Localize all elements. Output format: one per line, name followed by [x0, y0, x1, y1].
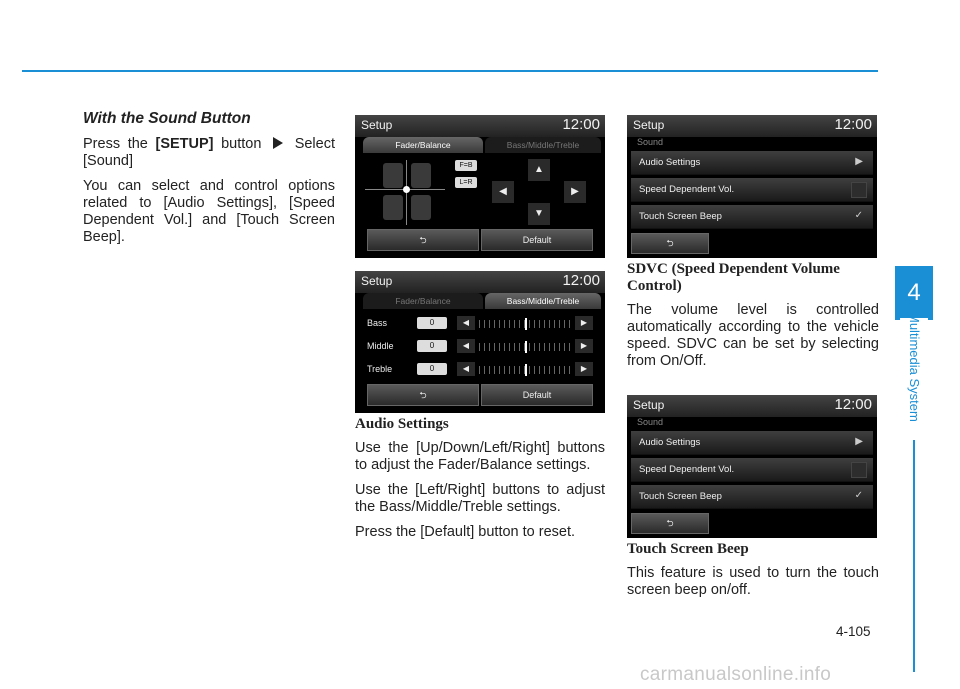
- audio-paragraph-3: Press the [Default] button to reset.: [355, 524, 576, 540]
- intro-section: [83, 110, 335, 254]
- sdvc-section: [627, 261, 879, 378]
- tab-bar: [363, 293, 601, 309]
- eq-row-value: 0: [417, 363, 447, 375]
- tab-fader-balance[interactable]: Fader/Balance: [363, 137, 483, 153]
- tab-bass-middle-treble[interactable]: Bass/Middle/Treble: [485, 137, 601, 153]
- sdvc-paragraph: The volume level is controlled automatically according to the vehicle speed. SDVC can be set by selecting from On/Off.: [627, 302, 879, 369]
- screen-clock: 12:00: [562, 272, 600, 289]
- tab-bar: [363, 137, 601, 153]
- eq-row-value: 0: [417, 317, 447, 329]
- check-icon[interactable]: ✓: [854, 210, 863, 221]
- top-rule: [22, 70, 878, 72]
- chevron-right-icon: ▶: [855, 436, 863, 447]
- left-button[interactable]: ◀: [492, 181, 514, 203]
- default-button[interactable]: Default: [481, 384, 593, 406]
- up-button[interactable]: ▲: [528, 159, 550, 181]
- menu-item-audio-settings[interactable]: Audio Settings ▶: [631, 151, 873, 175]
- check-icon[interactable]: ✓: [854, 490, 863, 501]
- back-button[interactable]: ⮌: [367, 229, 479, 251]
- section-heading: With the Sound Button: [83, 110, 251, 127]
- default-button[interactable]: Default: [481, 229, 593, 251]
- screen-fader-balance: [355, 115, 605, 258]
- screen-title: Setup: [633, 118, 665, 132]
- menu-item-audio-settings[interactable]: Audio Settings ▶: [631, 431, 873, 455]
- eq-row-label: Middle: [367, 341, 394, 351]
- chevron-right-icon: ▶: [855, 156, 863, 167]
- decrease-button[interactable]: ◀: [457, 316, 475, 330]
- seat-icon: [383, 163, 403, 188]
- right-button[interactable]: ▶: [564, 181, 586, 203]
- balance-value: L=R: [455, 177, 477, 188]
- chapter-label: Multimedia System: [907, 312, 922, 422]
- menu-item-touch-screen-beep[interactable]: Touch Screen Beep ✓: [631, 485, 873, 509]
- screen-header: [627, 395, 877, 417]
- screen-header: [355, 115, 605, 137]
- increase-button[interactable]: ▶: [575, 362, 593, 376]
- menu-item-speed-dependent-vol[interactable]: Speed Dependent Vol.: [631, 458, 873, 482]
- checkbox-icon[interactable]: [851, 462, 867, 478]
- screen-header: [355, 271, 605, 293]
- sdvc-heading: SDVC (Speed Dependent Volume Control): [627, 261, 840, 294]
- play-arrow-icon: [273, 137, 283, 149]
- screen-title: Setup: [633, 398, 665, 412]
- eq-slider[interactable]: [479, 320, 571, 328]
- eq-row-value: 0: [417, 340, 447, 352]
- checkbox-icon[interactable]: [851, 182, 867, 198]
- screen-bass-middle-treble: [355, 271, 605, 413]
- seat-icon: [411, 163, 431, 188]
- section-label: Sound: [637, 137, 664, 147]
- menu-item-touch-screen-beep[interactable]: Touch Screen Beep ✓: [631, 205, 873, 229]
- eq-slider[interactable]: [479, 343, 571, 351]
- down-button[interactable]: ▼: [528, 203, 550, 225]
- screen-title: Setup: [361, 274, 393, 288]
- back-button[interactable]: ⮌: [631, 513, 709, 534]
- menu-item-speed-dependent-vol[interactable]: Speed Dependent Vol.: [631, 178, 873, 202]
- increase-button[interactable]: ▶: [575, 316, 593, 330]
- back-button[interactable]: ⮌: [367, 384, 479, 406]
- decrease-button[interactable]: ◀: [457, 339, 475, 353]
- eq-row-label: Treble: [367, 364, 393, 374]
- screen-sound-menu: [627, 115, 877, 258]
- seat-icon: [383, 195, 403, 220]
- touch-beep-paragraph: This feature is used to turn the touch screen beep on/off.: [627, 565, 879, 598]
- tab-bass-middle-treble[interactable]: Bass/Middle/Treble: [485, 293, 601, 309]
- screen-clock: 12:00: [834, 116, 872, 133]
- audio-settings-heading: Audio Settings: [355, 416, 449, 432]
- intro-paragraph-1: Press the [SETUP] button Select [Sound]: [83, 136, 335, 169]
- watermark: carmanualsonline.info: [640, 664, 832, 685]
- screen-title: Setup: [361, 118, 393, 132]
- seat-icon: [411, 195, 431, 220]
- section-label: Sound: [637, 417, 664, 427]
- intro-paragraph-2: You can select and control options related to [Audio Settings], [Speed Dependent Vol.] and [Touch Screen Beep].: [83, 178, 335, 245]
- page-number: 4-105: [836, 624, 871, 639]
- fader-value: F=B: [455, 160, 477, 171]
- screen-sound-menu-beep: [627, 395, 877, 538]
- touch-beep-section: [627, 541, 879, 607]
- chapter-tab: 4: [895, 266, 933, 320]
- eq-row-label: Bass: [367, 318, 388, 328]
- screen-clock: 12:00: [834, 396, 872, 413]
- eq-slider[interactable]: [479, 366, 571, 374]
- audio-settings-section: [355, 416, 605, 549]
- tab-fader-balance[interactable]: Fader/Balance: [363, 293, 483, 309]
- back-button[interactable]: ⮌: [631, 233, 709, 254]
- screen-header: [627, 115, 877, 137]
- audio-paragraph-2: Use the [Left/Right] buttons to adjust the Bass/Middle/Treble settings.: [355, 482, 605, 515]
- touch-beep-heading: Touch Screen Beep: [627, 541, 749, 557]
- decrease-button[interactable]: ◀: [457, 362, 475, 376]
- audio-paragraph-1: Use the [Up/Down/Left/Right] buttons to adjust the Fader/Balance settings.: [355, 440, 605, 473]
- balance-point-icon[interactable]: [403, 186, 410, 193]
- screen-clock: 12:00: [562, 116, 600, 133]
- increase-button[interactable]: ▶: [575, 339, 593, 353]
